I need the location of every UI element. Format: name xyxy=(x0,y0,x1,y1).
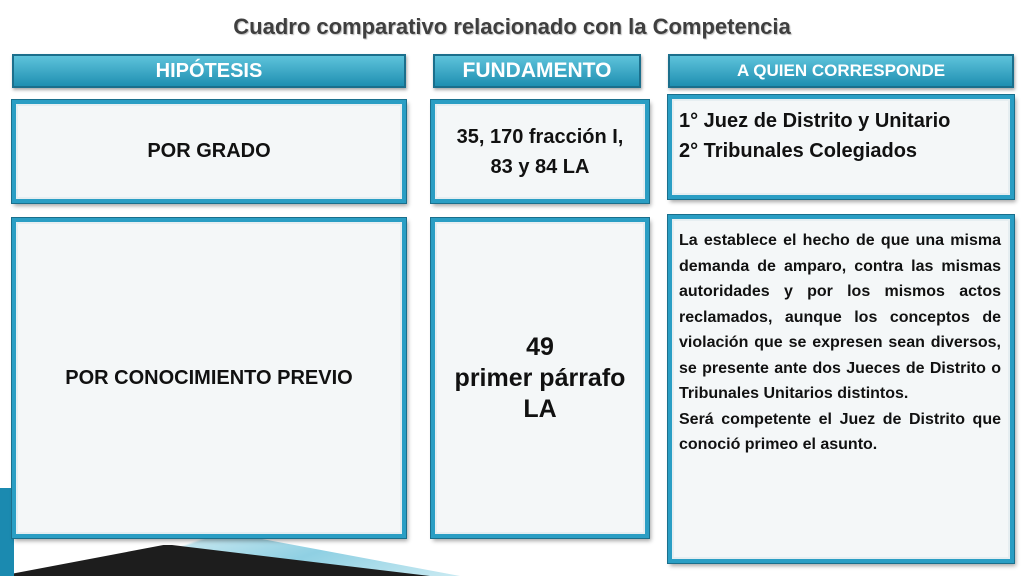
row2-fundamento-line2: primer párrafo xyxy=(454,363,626,392)
row1-a-quien-line2: 2° Tribunales Colegiados xyxy=(679,140,918,162)
header-fundamento xyxy=(433,54,641,88)
header-fundamento-label: FUNDAMENTO xyxy=(462,59,612,82)
header-a-quien-corresponde xyxy=(668,54,1014,88)
page-title: Cuadro comparativo relacionado con la Competencia xyxy=(233,14,791,39)
row1-fundamento-text: 35, 170 fracción I, 83 y 84 LA xyxy=(456,125,624,178)
row1-hipotesis-cell xyxy=(12,100,406,203)
row2-a-quien-paragraph2: Será competente el Juez de Distrito que conoció primeo el asunto. xyxy=(679,410,1001,453)
row2-hipotesis-text: POR CONOCIMIENTO PREVIO xyxy=(65,366,353,389)
header-a-quien-label: A QUIEN CORRESPONDE xyxy=(736,61,946,80)
row2-fundamento-line1: 49 xyxy=(526,332,554,361)
row1-a-quien-line1: 1° Juez de Distrito y Unitario xyxy=(679,110,951,132)
row1-hipotesis-text: POR GRADO xyxy=(147,140,271,162)
row2-a-quien-paragraph1: La establece el hecho de que una misma demanda de amparo, contra las mismas autoridades y por los mismos actos reclamados, aunque los conceptos de violación que se expresen sean diversos, se presente ante dos Jueces de Distrito o Tribunales Unitarios distintos. xyxy=(679,232,1001,402)
row2-fundamento-cell xyxy=(431,218,649,538)
row2-hipotesis-cell xyxy=(12,218,406,538)
row1-fundamento-cell xyxy=(431,100,649,203)
header-hipotesis-label: HIPÓTESIS xyxy=(155,59,263,82)
row2-a-quien-cell xyxy=(668,215,1014,563)
row2-fundamento-line3: LA xyxy=(523,394,557,423)
header-hipotesis xyxy=(12,54,406,88)
row1-a-quien-cell xyxy=(668,95,1014,199)
